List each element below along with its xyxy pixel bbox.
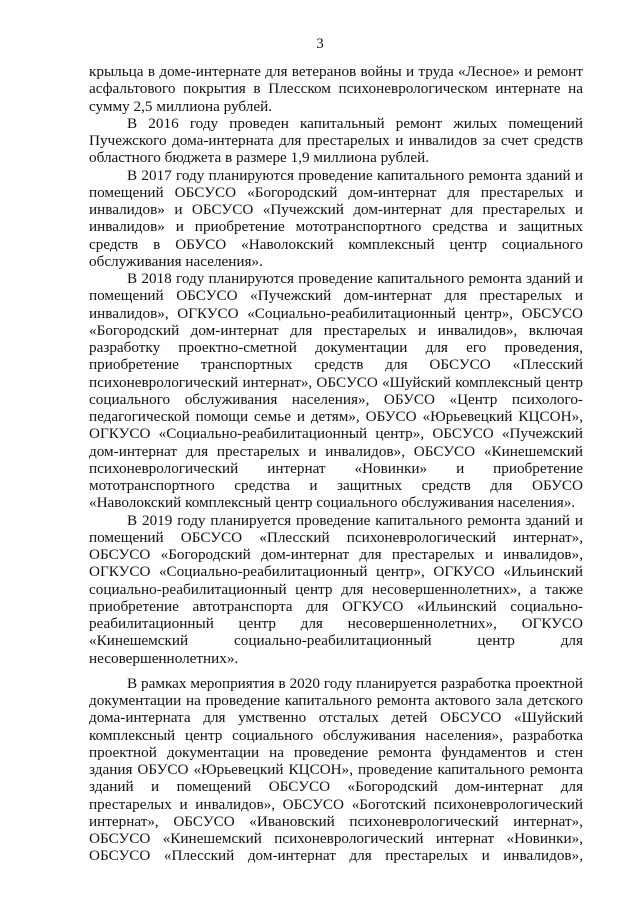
text-line: социально-реабилитационный центр для несовершеннолетних», а также bbox=[89, 580, 583, 598]
text-line: асфальтового покрытия в Плесском психоневрологическом интернате на bbox=[89, 80, 583, 98]
text-line: В 2019 году планируется проведение капитального ремонта зданий и bbox=[127, 511, 583, 529]
text-line: реабилитационный центр для несовершеннолетних», ОГКУСО bbox=[89, 615, 583, 632]
document-body bbox=[89, 63, 583, 865]
text-line: интернат», ОБСУСО «Ивановский психоневрологический интернат», bbox=[89, 812, 583, 830]
text-line: разработку проектно-сметной документации для его проведения, bbox=[89, 339, 583, 356]
text-line: здания ОБУСО «Юрьевецкий КЦСОН», проведение капитального ремонта bbox=[89, 761, 583, 778]
text-line: педагогической помощи семье и детям», ОБУСО «Юрьевецкий КЦСОН», bbox=[89, 408, 583, 425]
paragraph-2018 bbox=[89, 270, 583, 512]
text-line: ОГКУСО «Социально-реабилитационный центр», ОГКУСО «Ильинский bbox=[89, 563, 583, 581]
text-line: помещений ОБСУСО «Плесский психоневрологический интернат», bbox=[89, 528, 583, 546]
paragraph-2016 bbox=[89, 115, 583, 167]
text-line: В 2018 году планируются проведение капитального ремонта зданий и bbox=[127, 270, 583, 287]
text-line: ОГКУСО «Социально-реабилитационный центр», ОБСУСО «Пучежский bbox=[89, 425, 583, 443]
text-line: сумму 2,5 миллиона рублей. bbox=[89, 97, 272, 115]
text-line: мототранспортного средства и защитных средств для ОБУСО bbox=[89, 477, 583, 494]
paragraph-gap bbox=[89, 667, 583, 675]
text-line: В рамках мероприятия в 2020 году планируется разработка проектной bbox=[127, 674, 583, 692]
text-line: областного бюджета в размере 1,9 миллиона рублей. bbox=[89, 149, 430, 167]
paragraph-2020 bbox=[89, 675, 583, 865]
text-line: крыльца в доме-интернате для ветеранов войны и труда «Лесное» и ремонт bbox=[89, 63, 583, 80]
page-number: 3 bbox=[316, 36, 324, 52]
text-line: «Наволокский комплексный центр социального обслуживания населения». bbox=[89, 494, 576, 512]
text-line: проектной документации на проведение ремонта фундаментов и стен bbox=[89, 743, 583, 761]
text-line: ОБСУСО «Богородский дом-интернат для престарелых и инвалидов», bbox=[89, 546, 583, 563]
paragraph-2019 bbox=[89, 512, 583, 667]
text-line: помещений ОБСУСО «Пучежский дом-интернат для престарелых и bbox=[89, 287, 583, 305]
text-line: средств в ОБУСО «Наволокский комплексный центр социального bbox=[89, 235, 583, 253]
text-line: ОБСУСО «Кинешемский психоневрологический интернат «Новинки», bbox=[89, 830, 583, 847]
text-line: «Кинешемский социально-реабилитационный центр для bbox=[89, 632, 583, 650]
text-line: документации на проведение капитального ремонта актового зала детского bbox=[89, 692, 583, 709]
text-line: зданий и помещений ОБСУСО «Богородский дом-интернат для bbox=[89, 778, 583, 796]
text-line: комплексный центр социального обслуживания населения», разработка bbox=[89, 726, 583, 744]
text-line: «Богородский дом-интернат для престарелых и инвалидов», включая bbox=[89, 321, 583, 339]
text-line: ОБСУСО «Плесский дом-интернат для престарелых и инвалидов», bbox=[89, 847, 583, 865]
text-line: дом-интернат для престарелых и инвалидов», ОБСУСО «Кинешемский bbox=[89, 442, 583, 460]
text-line: В 2017 году планируются проведение капитального ремонта зданий и bbox=[127, 166, 583, 184]
text-line: престарелых и инвалидов», ОБСУСО «Боготский психоневрологический bbox=[89, 795, 583, 813]
text-line: психоневрологический интернат», ОБСУСО «Шуйский комплексный центр bbox=[89, 373, 583, 391]
text-line: приобретение транспортных средств для ОБСУСО «Плесский bbox=[89, 356, 583, 374]
text-line: приобретение автотранспорта для ОГКУСО «Ильинский социально- bbox=[89, 597, 583, 615]
text-line: несовершеннолетних». bbox=[89, 649, 239, 667]
text-line: инвалидов» и ОБСУСО «Пучежский дом-интернат для престарелых и bbox=[89, 201, 583, 218]
text-line: дома-интерната для умственно отсталых детей ОБСУСО «Шуйский bbox=[89, 709, 583, 727]
text-line: психоневрологический интернат «Новинки» и приобретение bbox=[89, 459, 583, 477]
paragraph-1 bbox=[89, 63, 583, 115]
text-line: Пучежского дома-интерната для престарелых и инвалидов за счет средств bbox=[89, 132, 583, 149]
paragraph-2017 bbox=[89, 167, 583, 271]
text-line: помещений ОБСУСО «Богородский дом-интернат для престарелых и bbox=[89, 183, 583, 201]
text-line: инвалидов» и приобретение мототранспортного средства и защитных bbox=[89, 218, 583, 236]
text-line: инвалидов», ОГКУСО «Социально-реабилитационный центр», ОБСУСО bbox=[89, 304, 583, 322]
text-line: В 2016 году проведен капитальный ремонт жилых помещений bbox=[127, 114, 583, 132]
text-line: социального обслуживания населения», ОБУСО «Центр психолого- bbox=[89, 390, 583, 408]
text-line: обслуживания населения». bbox=[89, 252, 263, 270]
